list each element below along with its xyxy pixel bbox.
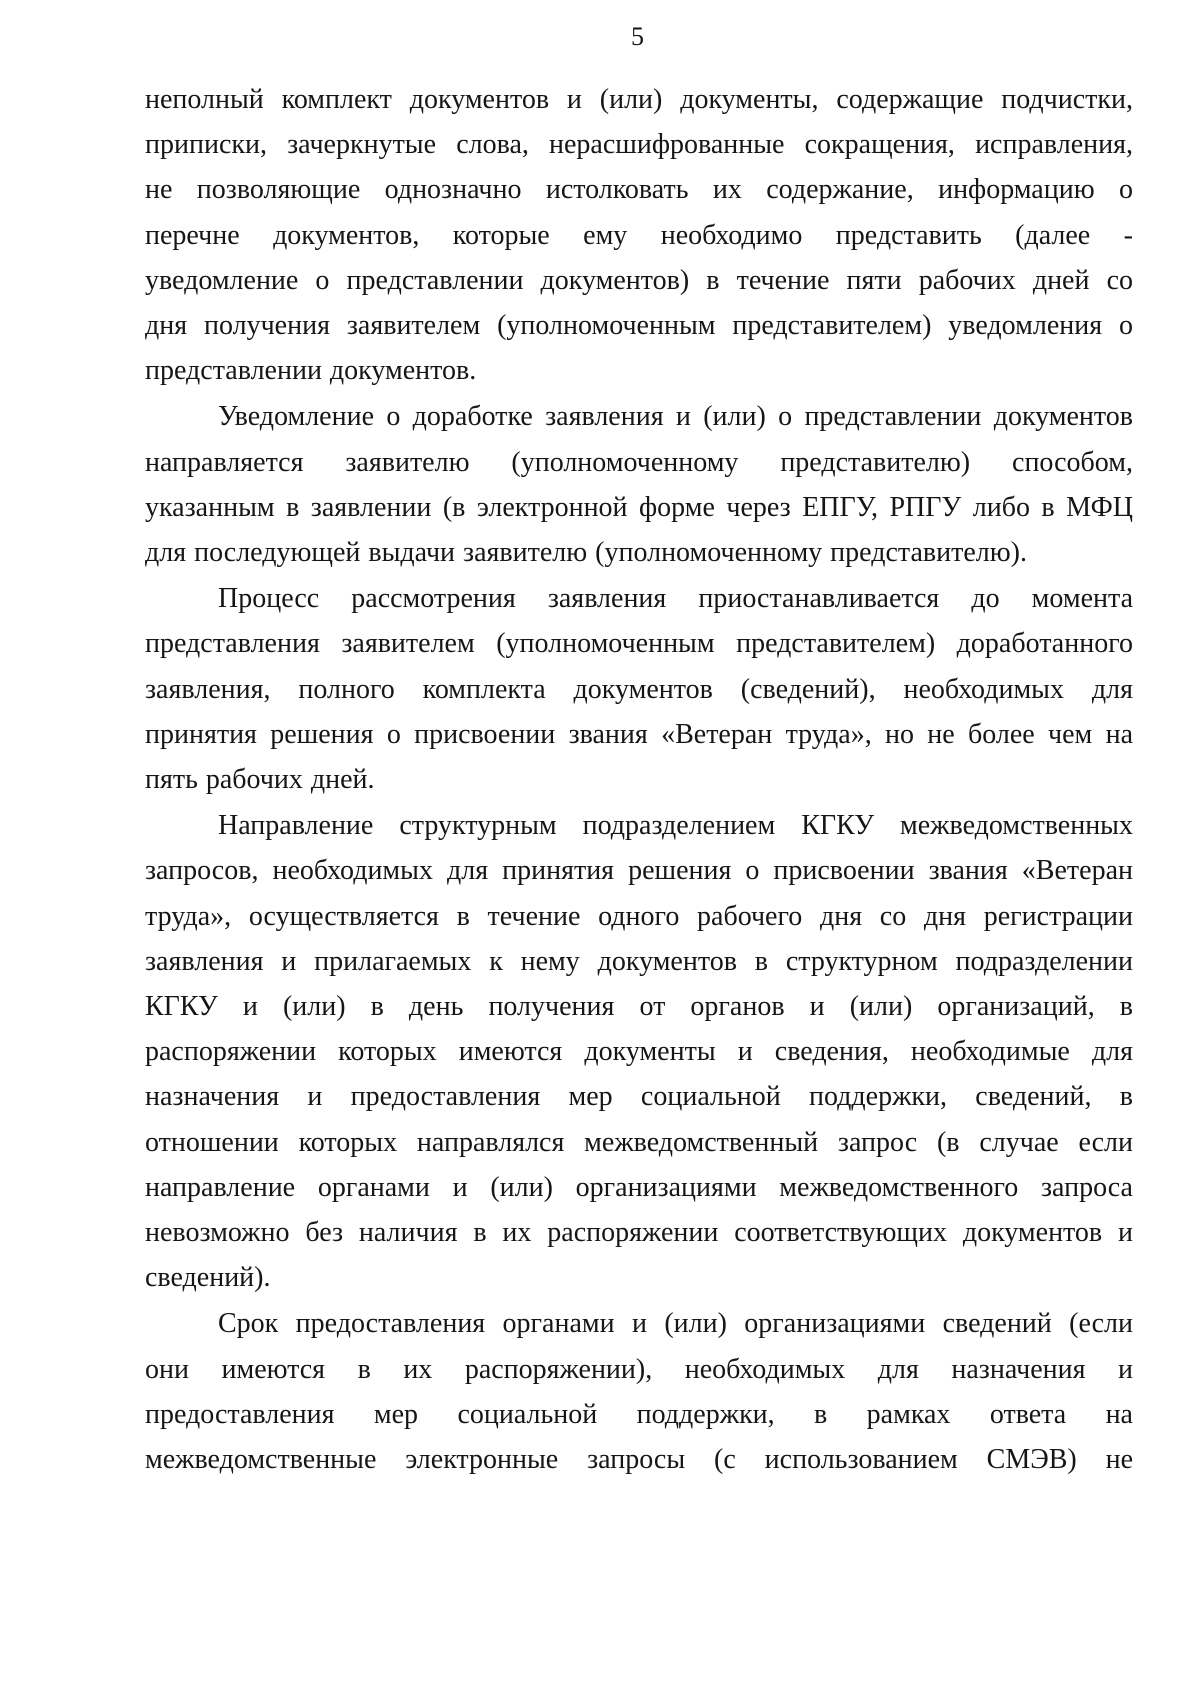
text-line: уведомление о представлении документов) в течение пяти рабочих дней со (145, 264, 1133, 296)
text-line: принятия решения о присвоении звания «Ветеран труда», но не более чем на (145, 718, 1133, 750)
text-line: предоставления мер социальной поддержки, в рамках ответа на (145, 1398, 1133, 1430)
paragraph-4 (145, 803, 1133, 1300)
text-line: труда», осуществляется в течение одного рабочего дня со дня регистрации (145, 900, 1133, 932)
text-line: Процесс рассмотрения заявления приостанавливается до момента (218, 583, 1133, 615)
paragraph-5 (145, 1301, 1133, 1482)
text-line: запросов, необходимых для принятия решения о присвоении звания «Ветеран (145, 855, 1133, 887)
text-line: неполный комплект документов и (или) документы, содержащие подчистки, (145, 84, 1133, 115)
text-line: Уведомление о доработке заявления и (или) о представлении документов (218, 401, 1133, 433)
text-line: Направление структурным подразделением КГКУ межведомственных (218, 810, 1133, 842)
text-line: не позволяющие однозначно истолковать их содержание, информацию о (145, 174, 1133, 206)
page-number: 5 (631, 22, 644, 51)
paragraph-2 (145, 394, 1133, 575)
text-line: дня получения заявителем (уполномоченным представителем) уведомления о (145, 310, 1133, 342)
text-line: перечне документов, которые ему необходимо представить (далее - (145, 219, 1133, 251)
text-line: представления заявителем (уполномоченным представителем) доработанного (145, 628, 1133, 660)
text-line: невозможно без наличия в их распоряжении соответствующих документов и (145, 1217, 1133, 1249)
text-line: распоряжении которых имеются документы и сведения, необходимые для (145, 1036, 1133, 1068)
text-line: пять рабочих дней. (145, 764, 375, 796)
text-line: направление органами и (или) организациями межведомственного запроса (145, 1171, 1133, 1203)
text-line: указанным в заявлении (в электронной форме через ЕПГУ, РПГУ либо в МФЦ (145, 491, 1133, 523)
text-line: Срок предоставления органами и (или) организациями сведений (если (218, 1308, 1133, 1340)
text-line: межведомственные электронные запросы (с использованием СМЭВ) не (145, 1444, 1133, 1476)
text-line: заявления, полного комплекта документов (сведений), необходимых для (145, 673, 1133, 705)
document-body (145, 77, 1133, 1483)
text-line: представлении документов. (145, 355, 477, 387)
paragraph-3 (145, 576, 1133, 802)
text-line: отношении которых направлялся межведомственный запрос (в случае если (145, 1126, 1133, 1158)
paragraph-1 (145, 77, 1133, 393)
text-line: для последующей выдачи заявителю (уполномоченному представителю). (145, 537, 1027, 569)
text-line: назначения и предоставления мер социальной поддержки, сведений, в (145, 1081, 1133, 1113)
text-line: они имеются в их распоряжении), необходимых для назначения и (145, 1353, 1133, 1385)
text-line: сведений). (145, 1262, 271, 1294)
text-line: направляется заявителю (уполномоченному представителю) способом, (145, 446, 1133, 478)
text-line: заявления и прилагаемых к нему документов в структурном подразделении (145, 945, 1133, 977)
text-line: приписки, зачеркнутые слова, нерасшифрованные сокращения, исправления, (145, 129, 1133, 161)
text-line: КГКУ и (или) в день получения от органов и (или) организаций, в (145, 991, 1133, 1023)
